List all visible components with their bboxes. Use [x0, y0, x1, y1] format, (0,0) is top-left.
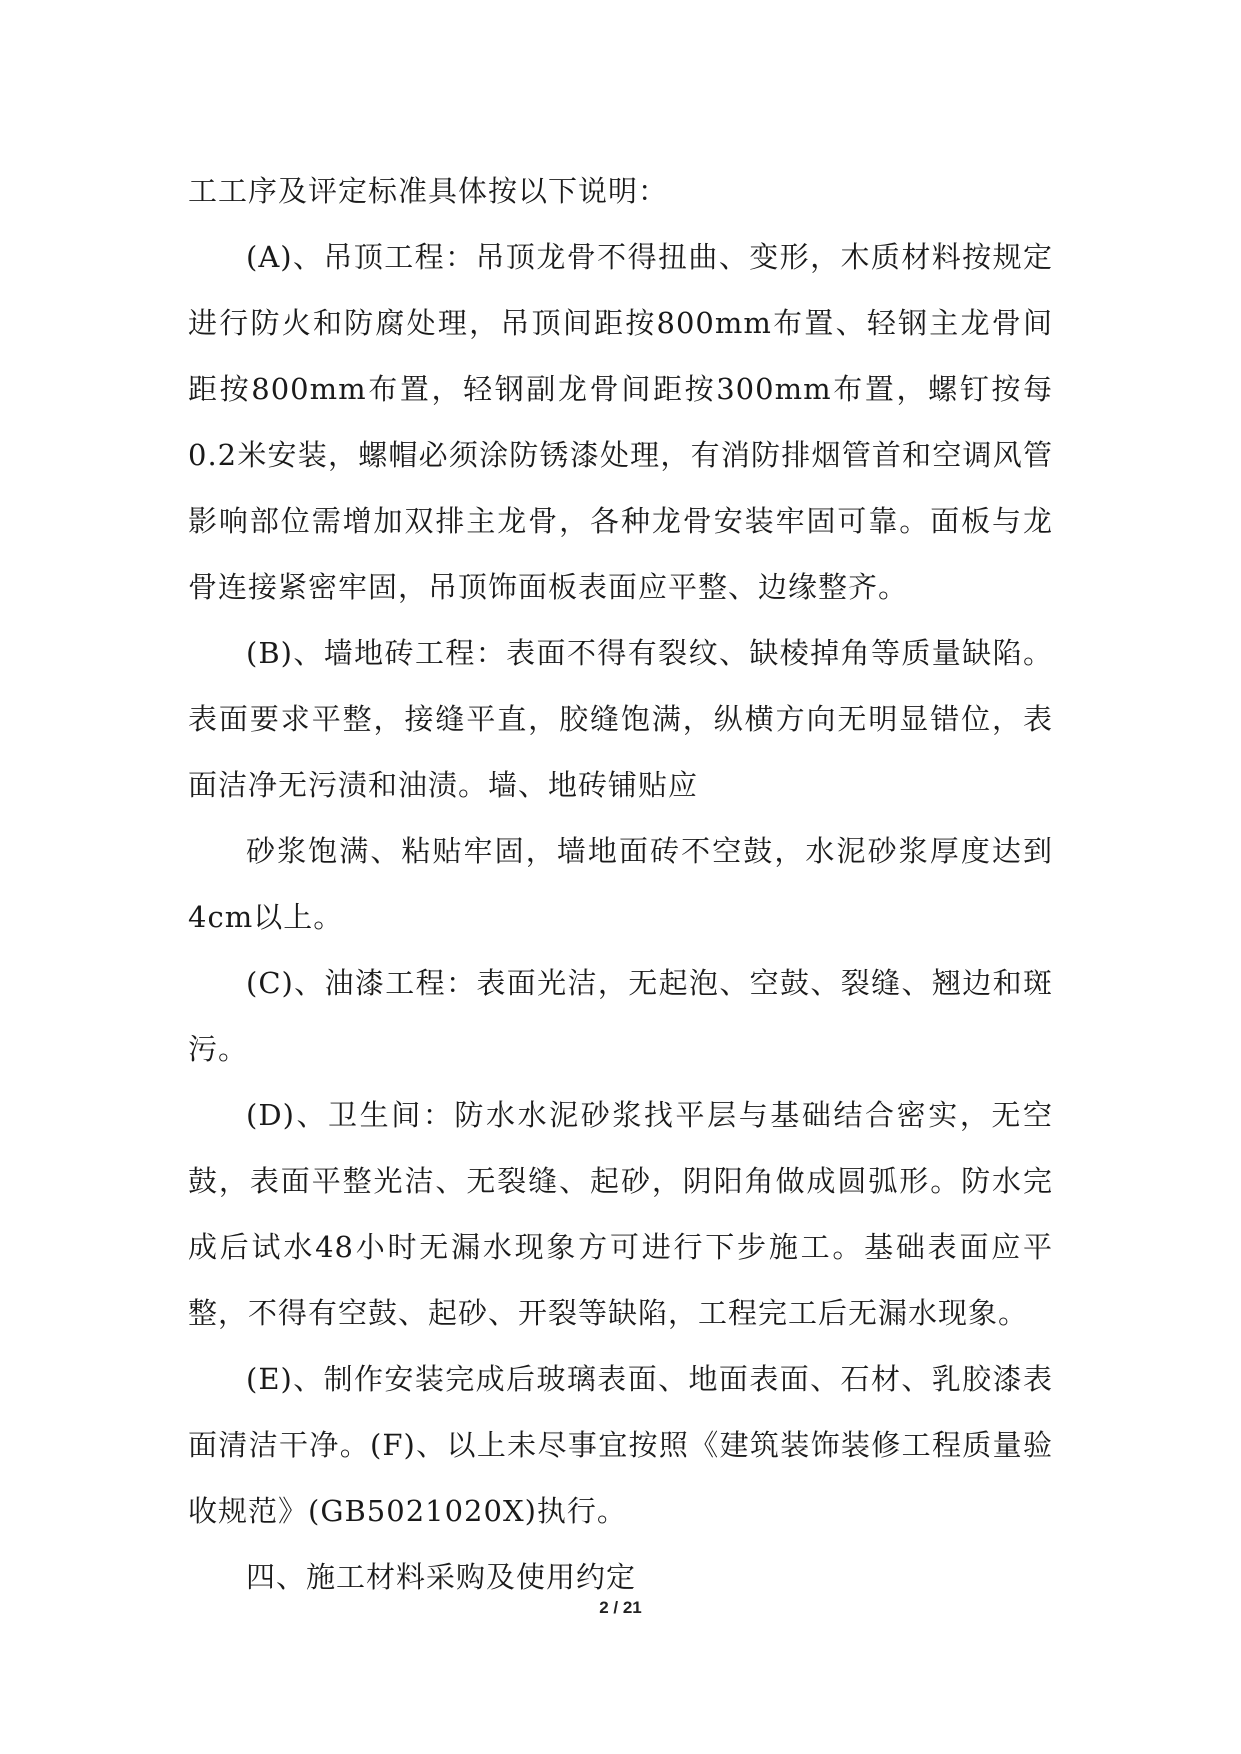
paragraph-mortar: 砂浆饱满、粘贴牢固，墙地面砖不空鼓，水泥砂浆厚度达到4cm以上。: [188, 834, 1053, 934]
section-heading-materials: 四、施工材料采购及使用约定: [246, 1560, 637, 1594]
paragraph-paint-work: (C)、油漆工程：表面光洁，无起泡、空鼓、裂缝、翘边和斑污。: [188, 966, 1053, 1066]
page-number: 2 / 21: [599, 1598, 642, 1617]
paragraph-intro: 工工序及评定标准具体按以下说明：: [188, 174, 669, 208]
paragraph-tile-work: (B)、墙地砖工程：表面不得有裂纹、缺棱掉角等质量缺陷。表面要求平整，接缝平直，胶缝饱满，纵横方向无明显错位，表面洁净无污渍和油渍。墙、地砖铺贴应: [188, 636, 1053, 802]
paragraph-cleaning: (E)、制作安装完成后玻璃表面、地面表面、石材、乳胶漆表面清洁干净。(F)、以上未尽事宜按照《建筑装饰装修工程质量验收规范》(GB5021020X)执行。: [188, 1362, 1053, 1528]
document-body: [188, 158, 1053, 1610]
paragraph-bathroom: (D)、卫生间：防水水泥砂浆找平层与基础结合密实，无空鼓，表面平整光洁、无裂缝、起砂，阴阳角做成圆弧形。防水完成后试水48小时无漏水现象方可进行下步施工。基础表面应平整，不得有空鼓、起砂、开裂等缺陷，工程完工后无漏水现象。: [188, 1098, 1053, 1330]
paragraph-ceiling-work: (A)、吊顶工程：吊顶龙骨不得扭曲、变形，木质材料按规定进行防火和防腐处理，吊顶间距按800mm布置、轻钢主龙骨间距按800mm布置，轻钢副龙骨间距按300mm布置，螺钉按每0.2米安装，螺帽必须涂防锈漆处理，有消防排烟管首和空调风管影响部位需增加双排主龙骨，各种龙骨安装牢固可靠。面板与龙骨连接紧密牢固，吊顶饰面板表面应平整、边缘整齐。: [188, 240, 1053, 604]
